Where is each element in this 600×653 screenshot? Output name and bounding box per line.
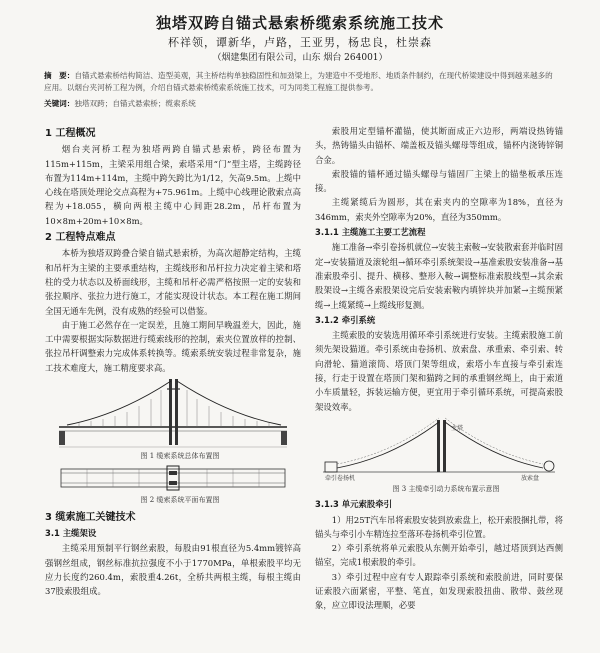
- label-reel: 放索盘: [521, 474, 540, 482]
- affiliation: （烟建集团有限公司，山东 烟台 264001）: [212, 53, 388, 63]
- figure-3-traction-diagram: [321, 414, 557, 482]
- strand-step-2: 2）牵引系统将单元索股从东侧开始牵引，越过塔顶到达西侧锚室，完成1根索股的牵引。: [315, 543, 563, 568]
- figure-1-caption: 图 1 缆索系统总体布置图: [140, 452, 220, 461]
- strand-step-3: 3）牵引过程中应有专人跟踪牵引系统和索股前进，同时要保证索股六面紧密，平整、笔直，如发现索股扭曲、散带、鼓丝现象，应立即设法理顺，必要: [315, 571, 563, 611]
- process-flow-paragraph: 施工准备→牵引卷扬机就位→安装主索鞍→安装散索套并临时固定→安装猫道及滚轮组→循环牵引系统架设→基准索股安装准备→基准索股牵引、提升、横移、整形入鞍→调整标准索股线型→其余索股架设→主缆各索股架设完后安装索鞍内填锌块并加紧→主缆预紧缆→上缆紧缆→上缆线形复测。: [315, 242, 563, 310]
- abstract-text: 自锚式悬索桥结构简洁、造型美观，其主桥结构单独稳固性和加劲梁上，为建造中不受地形、地质条件制约，在现代桥梁建设中得到越来越多的应用。以烟台夹河桥工程为例，介绍自锚式悬索桥缆索系统施工技术，可为同类工程施工提供参考。: [44, 71, 553, 92]
- section-3-1-paragraph: 主缆采用预制平行钢丝索股，每股由91根直径为5.4mm镀锌高强钢丝组成，钢丝标准抗拉强度不小于1770MPa，单根索股平均无应力长度约260.4m，索股重4.26t，全桥共两根主缆，每根主缆由37股索股组成。: [45, 543, 301, 597]
- label-tower: 主塔: [451, 424, 464, 432]
- section-1-heading: 1 工程概况: [45, 128, 96, 139]
- keywords: [44, 98, 558, 109]
- section-3-1-heading: 3.1 主缆架设: [45, 527, 97, 538]
- label-winch: 牵引卷扬机: [325, 474, 356, 482]
- figure-2-plan: [57, 463, 289, 493]
- paper-title: 独塔双跨自锚式悬索桥缆索系统施工技术: [155, 14, 444, 32]
- figure-1-elevation: [57, 375, 289, 449]
- traction-system-paragraph: 主缆索股的安装选用循环牵引系统进行安装。主缆索股施工前须先架设猫道。牵引系统由卷扬机、放索盘、承重索、牵引索、转向滑轮、猫道滚筒、塔顶门架等组成，索塔小车直接与牵引索连接，行走于设置在塔顶门架和猫跨之间的承重钢丝绳上，由于索道小车质量轻，拆装运输方便，更宜用于牵引循环系统，可提高索股架设效率。: [315, 330, 563, 412]
- section-2-paragraph-2: 由于施工必然存在一定误差，且施工期间早晚温差大，因此，施工中需要根据实际数据进行缆索线形的控制，索夹位置放样的控制、张拉吊杆调整索力完成体系转换等。缆索系统安装过程非常复杂，施工技术难度大，施工精度要求高。: [45, 319, 301, 373]
- anchor-paragraph: 索股用定型锚杯灌锚，使其断面成正六边形，两端设热铸锚头，热铸锚头由锚杯、端盖板及锚头螺母等组成，锚杯内浇铸锌铜合金。: [315, 126, 563, 165]
- left-column: [45, 124, 301, 598]
- section-3-1-2-heading: 3.1.2 牵引系统: [315, 314, 376, 325]
- keywords-label: 关键词：: [44, 99, 75, 108]
- abstract: [44, 70, 558, 94]
- authors: 杯祥领，谭新华，卢路，王亚男，杨忠良，杜崇森: [168, 36, 432, 49]
- abstract-label: 摘 要：: [44, 71, 75, 80]
- right-column: [315, 124, 563, 613]
- figure-3-caption: 图 3 主缆牵引动力系统布置示意图: [392, 484, 500, 493]
- cable-porosity-paragraph: 主缆紧缆后为圆形，其在索夹内的空隙率为18%，直径为346mm，索夹外空隙率为20%，直径为350mm。: [315, 197, 563, 222]
- section-3-1-3-heading: 3.1.3 单元索股牵引: [315, 499, 393, 510]
- anchor-bearing-paragraph: 索股锚的锚杯通过锚头螺母与锚固厂主梁上的锚垫板承压连接。: [315, 168, 563, 194]
- strand-step-1: 1）用25T汽车吊将索股安装到放索盘上，松开索股捆扎带，将锚头与牵引小车精连拉至落环卷扬机牵引位置。: [315, 514, 563, 539]
- figure-2-caption: 图 2 缆索系统平面布置图: [140, 496, 220, 505]
- section-2-heading: 2 工程特点难点: [45, 232, 116, 244]
- section-1-paragraph: 烟台夹河桥工程为独塔两跨自锚式悬索桥，跨径布置为115m+115m，主梁采用组合梁，索塔采用“门”型主塔，主缆跨径布置为114m+114m，主缆中跨矢跨比为1/12，矢高9.5m。上缆中心线在塔顶处理论交点高程为+75.961m。上缆中心线理论散索点高程为+18.055，横向两根主缆中心间距28.2m，吊杆布置为10×8m+20m+10×8m。: [45, 144, 301, 226]
- section-3-heading: 3 缆索施工关键技术: [45, 511, 136, 523]
- keywords-text: 独塔双跨；自锚式悬索桥；缆索系统: [74, 99, 196, 108]
- section-3-1-1-heading: 3.1.1 主缆施工主要工艺流程: [315, 227, 426, 238]
- section-2-paragraph-1: 本桥为独塔双跨叠合梁自锚式悬索桥，为高次超静定结构，主缆和吊杆为主梁的主要承重结构，主缆线形和吊杆拉力决定着主梁和塔柱的受力状态以及桥面线形，主缆和吊杆必需严格按照一定的安装和张拉顺序、张拉力进行施工，才能实现设计状态。本工程在施工期间全国无通车先例，没有成熟的经验可以借鉴。: [45, 248, 301, 316]
